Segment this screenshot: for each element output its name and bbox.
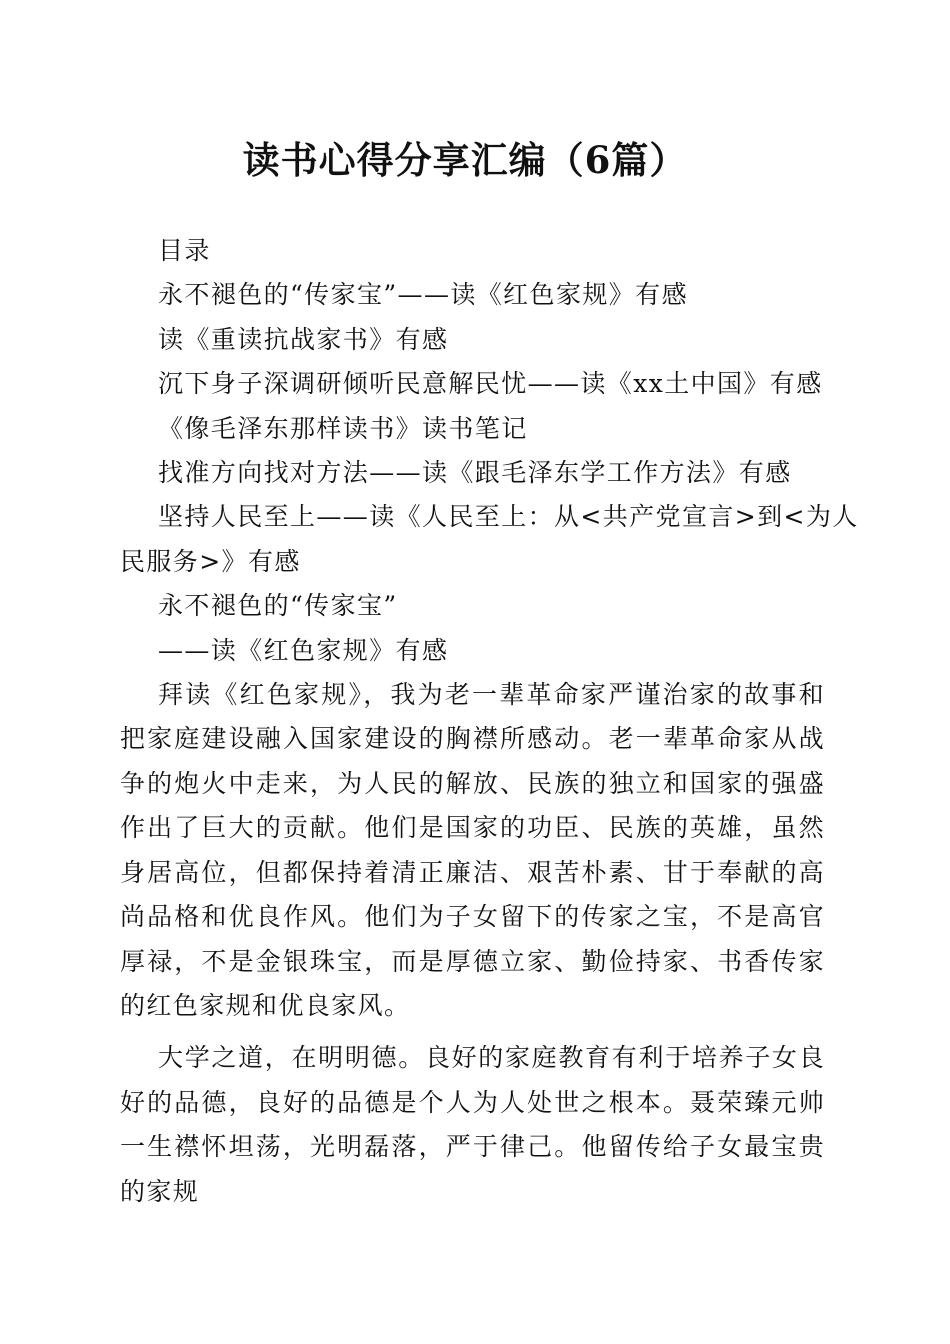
toc-item-wrapped-continuation: 民服务>》有感 xyxy=(120,546,301,576)
document-title: 读书心得分享汇编（6篇） xyxy=(242,138,688,182)
article-paragraph: 拜读《红色家规》，我为老一辈革命家严谨治家的故事和把家庭建设融入国家建设的胸襟所感动。老一辈革命家从战争的炮火中走来，为人民的解放、民族的独立和国家的强盛作出了巨大的贡献。他们是国家的功臣、民族的英雄，虽然身居高位，但都保持着清正廉洁、艰苦朴素、甘于奉献的高尚品格和优良作风。他们为子女留下的传家之宝，不是高官厚禄，不是金银珠宝，而是厚德立家、勤俭持家、书香传家的红色家规和优良家风。 xyxy=(120,680,825,1020)
document-body xyxy=(120,229,859,1214)
toc-item: 读《重读抗战家书》有感 xyxy=(158,324,449,354)
article-subtitle: ——读《红色家规》有感 xyxy=(158,635,449,665)
toc-item: 沉下身子深调研倾听民意解民忧——读《xx土中国》有感 xyxy=(158,369,823,399)
toc-heading: 目录 xyxy=(158,236,211,265)
article-title: 永不褪色的“传家宝” xyxy=(158,591,398,621)
toc-item: 永不褪色的“传家宝”——读《红色家规》有感 xyxy=(158,280,688,310)
toc-item-wrapped-first-line: 坚持人民至上——读《人民至上：从<共产党宣言>到<为人 xyxy=(158,502,859,532)
toc-item: 《像毛泽东那样读书》读书笔记 xyxy=(158,413,528,443)
toc-item: 找准方向找对方法——读《跟毛泽东学工作方法》有感 xyxy=(158,458,792,488)
article-paragraph: 大学之道，在明明德。良好的家庭教育有利于培养子女良好的品德，良好的品德是个人为人处世之根本。聂荣臻元帅一生襟怀坦荡，光明磊落，严于律己。他留传给子女最宝贵的家规 xyxy=(120,1043,825,1206)
